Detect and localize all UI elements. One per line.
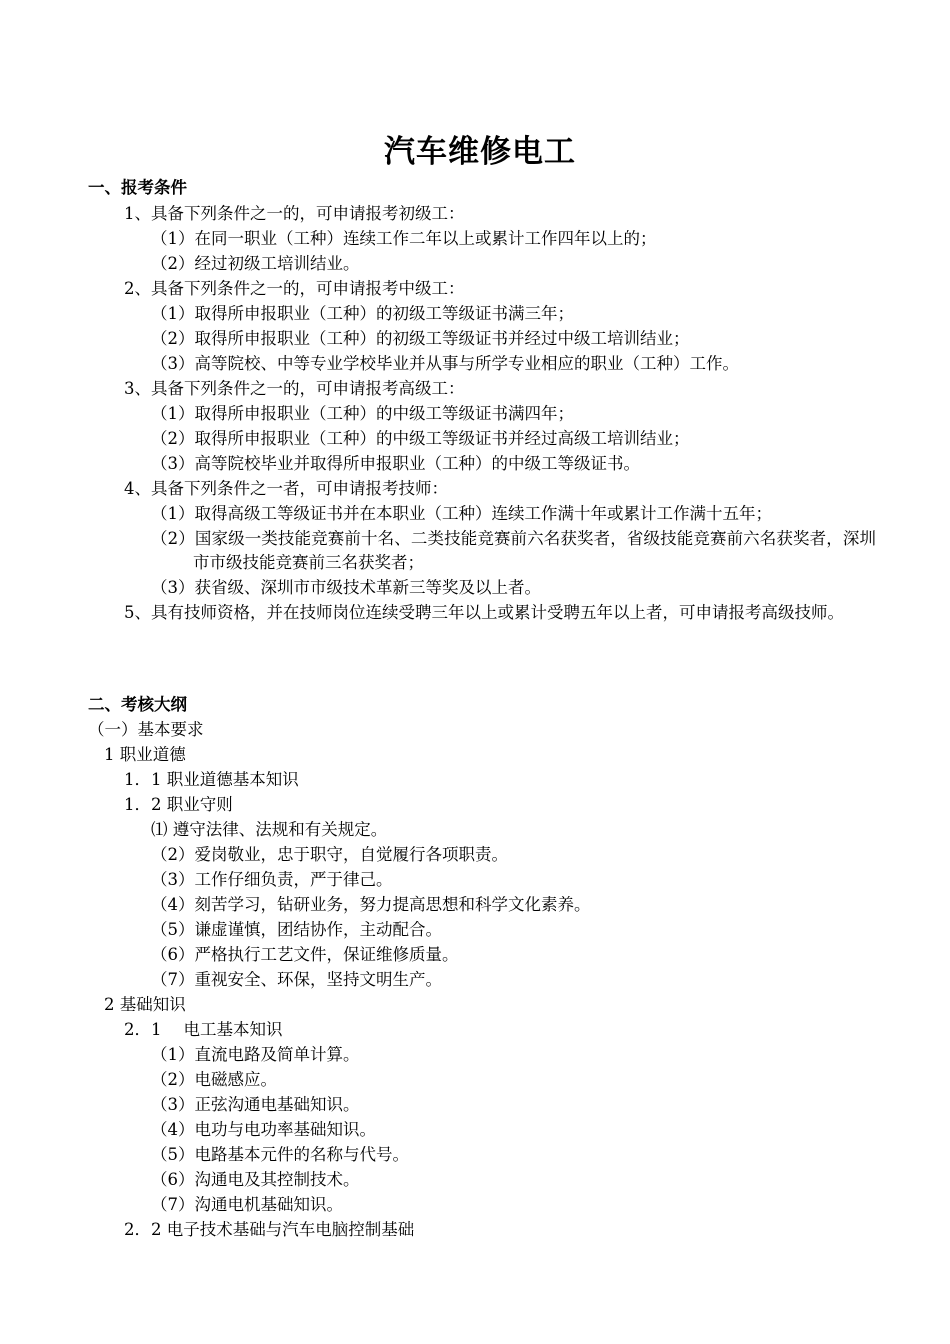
subsection-basic-requirements: （一）基本要求	[88, 720, 204, 739]
condition-1-item-2: （2）经过初级工培训结业。	[151, 254, 360, 273]
part-2-sub-2: 2．2 电子技术基础与汽车电脑控制基础	[124, 1220, 415, 1239]
code-item-2: （2）爱岗敬业，忠于职守，自觉履行各项职责。	[151, 845, 508, 864]
electrical-item-2: （2）电磁感应。	[151, 1070, 277, 1089]
condition-1-label: 1、具备下列条件之一的，可申请报考初级工：	[124, 204, 465, 223]
condition-5-text: 5、具有技师资格，并在技师岗位连续受聘三年以上或累计受聘五年以上者，可申请报考高级技师。	[124, 603, 844, 622]
condition-2-label: 2、具备下列条件之一的，可申请报考中级工：	[124, 279, 465, 298]
part-2-sub-1	[124, 1018, 283, 1042]
electrical-item-3: （3）正弦沟通电基础知识。	[151, 1095, 360, 1114]
electrical-item-5: （5）电路基本元件的名称与代号。	[151, 1145, 409, 1164]
code-item-3: （3）工作仔细负责，严于律己。	[151, 870, 393, 889]
condition-3-item-2: （2）取得所申报职业（工种）的中级工等级证书并经过高级工培训结业；	[151, 429, 690, 448]
condition-4-item-1: （1）取得高级工等级证书并在本职业（工种）连续工作满十年或累计工作满十五年；	[151, 504, 772, 523]
code-item-4: （4）刻苦学习，钻研业务，努力提高思想和科学文化素养。	[151, 895, 591, 914]
part-2-label: 2 基础知识	[104, 995, 186, 1014]
code-item-5: （5）谦虚谨慎，团结协作，主动配合。	[151, 920, 442, 939]
condition-4-item-2-text: （2）国家级一类技能竞赛前十名、二类技能竞赛前六名获奖者，省级技能竞赛前六名获奖者，深圳市市级技能竞赛前三名获奖者；	[151, 529, 876, 572]
condition-4-item-2	[151, 527, 876, 575]
document-title: 汽车维修电工	[384, 134, 576, 170]
code-item-1: ⑴ 遵守法律、法规和有关规定。	[151, 820, 388, 839]
condition-2-item-3: （3）高等院校、中等专业学校毕业并从事与所学专业相应的职业（工种）工作。	[151, 354, 739, 373]
condition-3-item-1: （1）取得所申报职业（工种）的中级工等级证书满四年；	[151, 404, 574, 423]
code-item-7: （7）重视安全、环保，坚持文明生产。	[151, 970, 442, 989]
condition-3-item-3: （3）高等院校毕业并取得所申报职业（工种）的中级工等级证书。	[151, 454, 640, 473]
condition-1-item-1: （1）在同一职业（工种）连续工作二年以上或累计工作四年以上的；	[151, 229, 657, 248]
condition-2-item-2: （2）取得所申报职业（工种）的初级工等级证书并经过中级工培训结业；	[151, 329, 690, 348]
code-item-6: （6）严格执行工艺文件，保证维修质量。	[151, 945, 459, 964]
electrical-item-4: （4）电功与电功率基础知识。	[151, 1120, 376, 1139]
condition-3-label: 3、具备下列条件之一的，可申请报考高级工：	[124, 379, 465, 398]
part-1-sub-1: 1．1 职业道德基本知识	[124, 770, 299, 789]
part-1-sub-2: 1．2 职业守则	[124, 795, 233, 814]
condition-5	[124, 601, 876, 625]
condition-2-item-1: （1）取得所申报职业（工种）的初级工等级证书满三年；	[151, 304, 574, 323]
part-2-sub-1-number: 2．1	[124, 1020, 162, 1039]
electrical-item-7: （7）沟通电机基础知识。	[151, 1195, 343, 1214]
part-1-label: 1 职业道德	[104, 745, 186, 764]
electrical-item-6: （6）沟通电及其控制技术。	[151, 1170, 360, 1189]
section-heading-syllabus: 二、考核大纲	[88, 695, 187, 714]
section-heading-requirements: 一、报考条件	[88, 178, 187, 197]
electrical-item-1: （1）直流电路及简单计算。	[151, 1045, 360, 1064]
part-2-sub-1-text: 电工基本知识	[183, 1020, 283, 1039]
condition-4-label: 4、具备下列条件之一者，可申请报考技师：	[124, 479, 448, 498]
condition-4-item-3: （3）获省级、深圳市市级技术革新三等奖及以上者。	[151, 578, 541, 597]
